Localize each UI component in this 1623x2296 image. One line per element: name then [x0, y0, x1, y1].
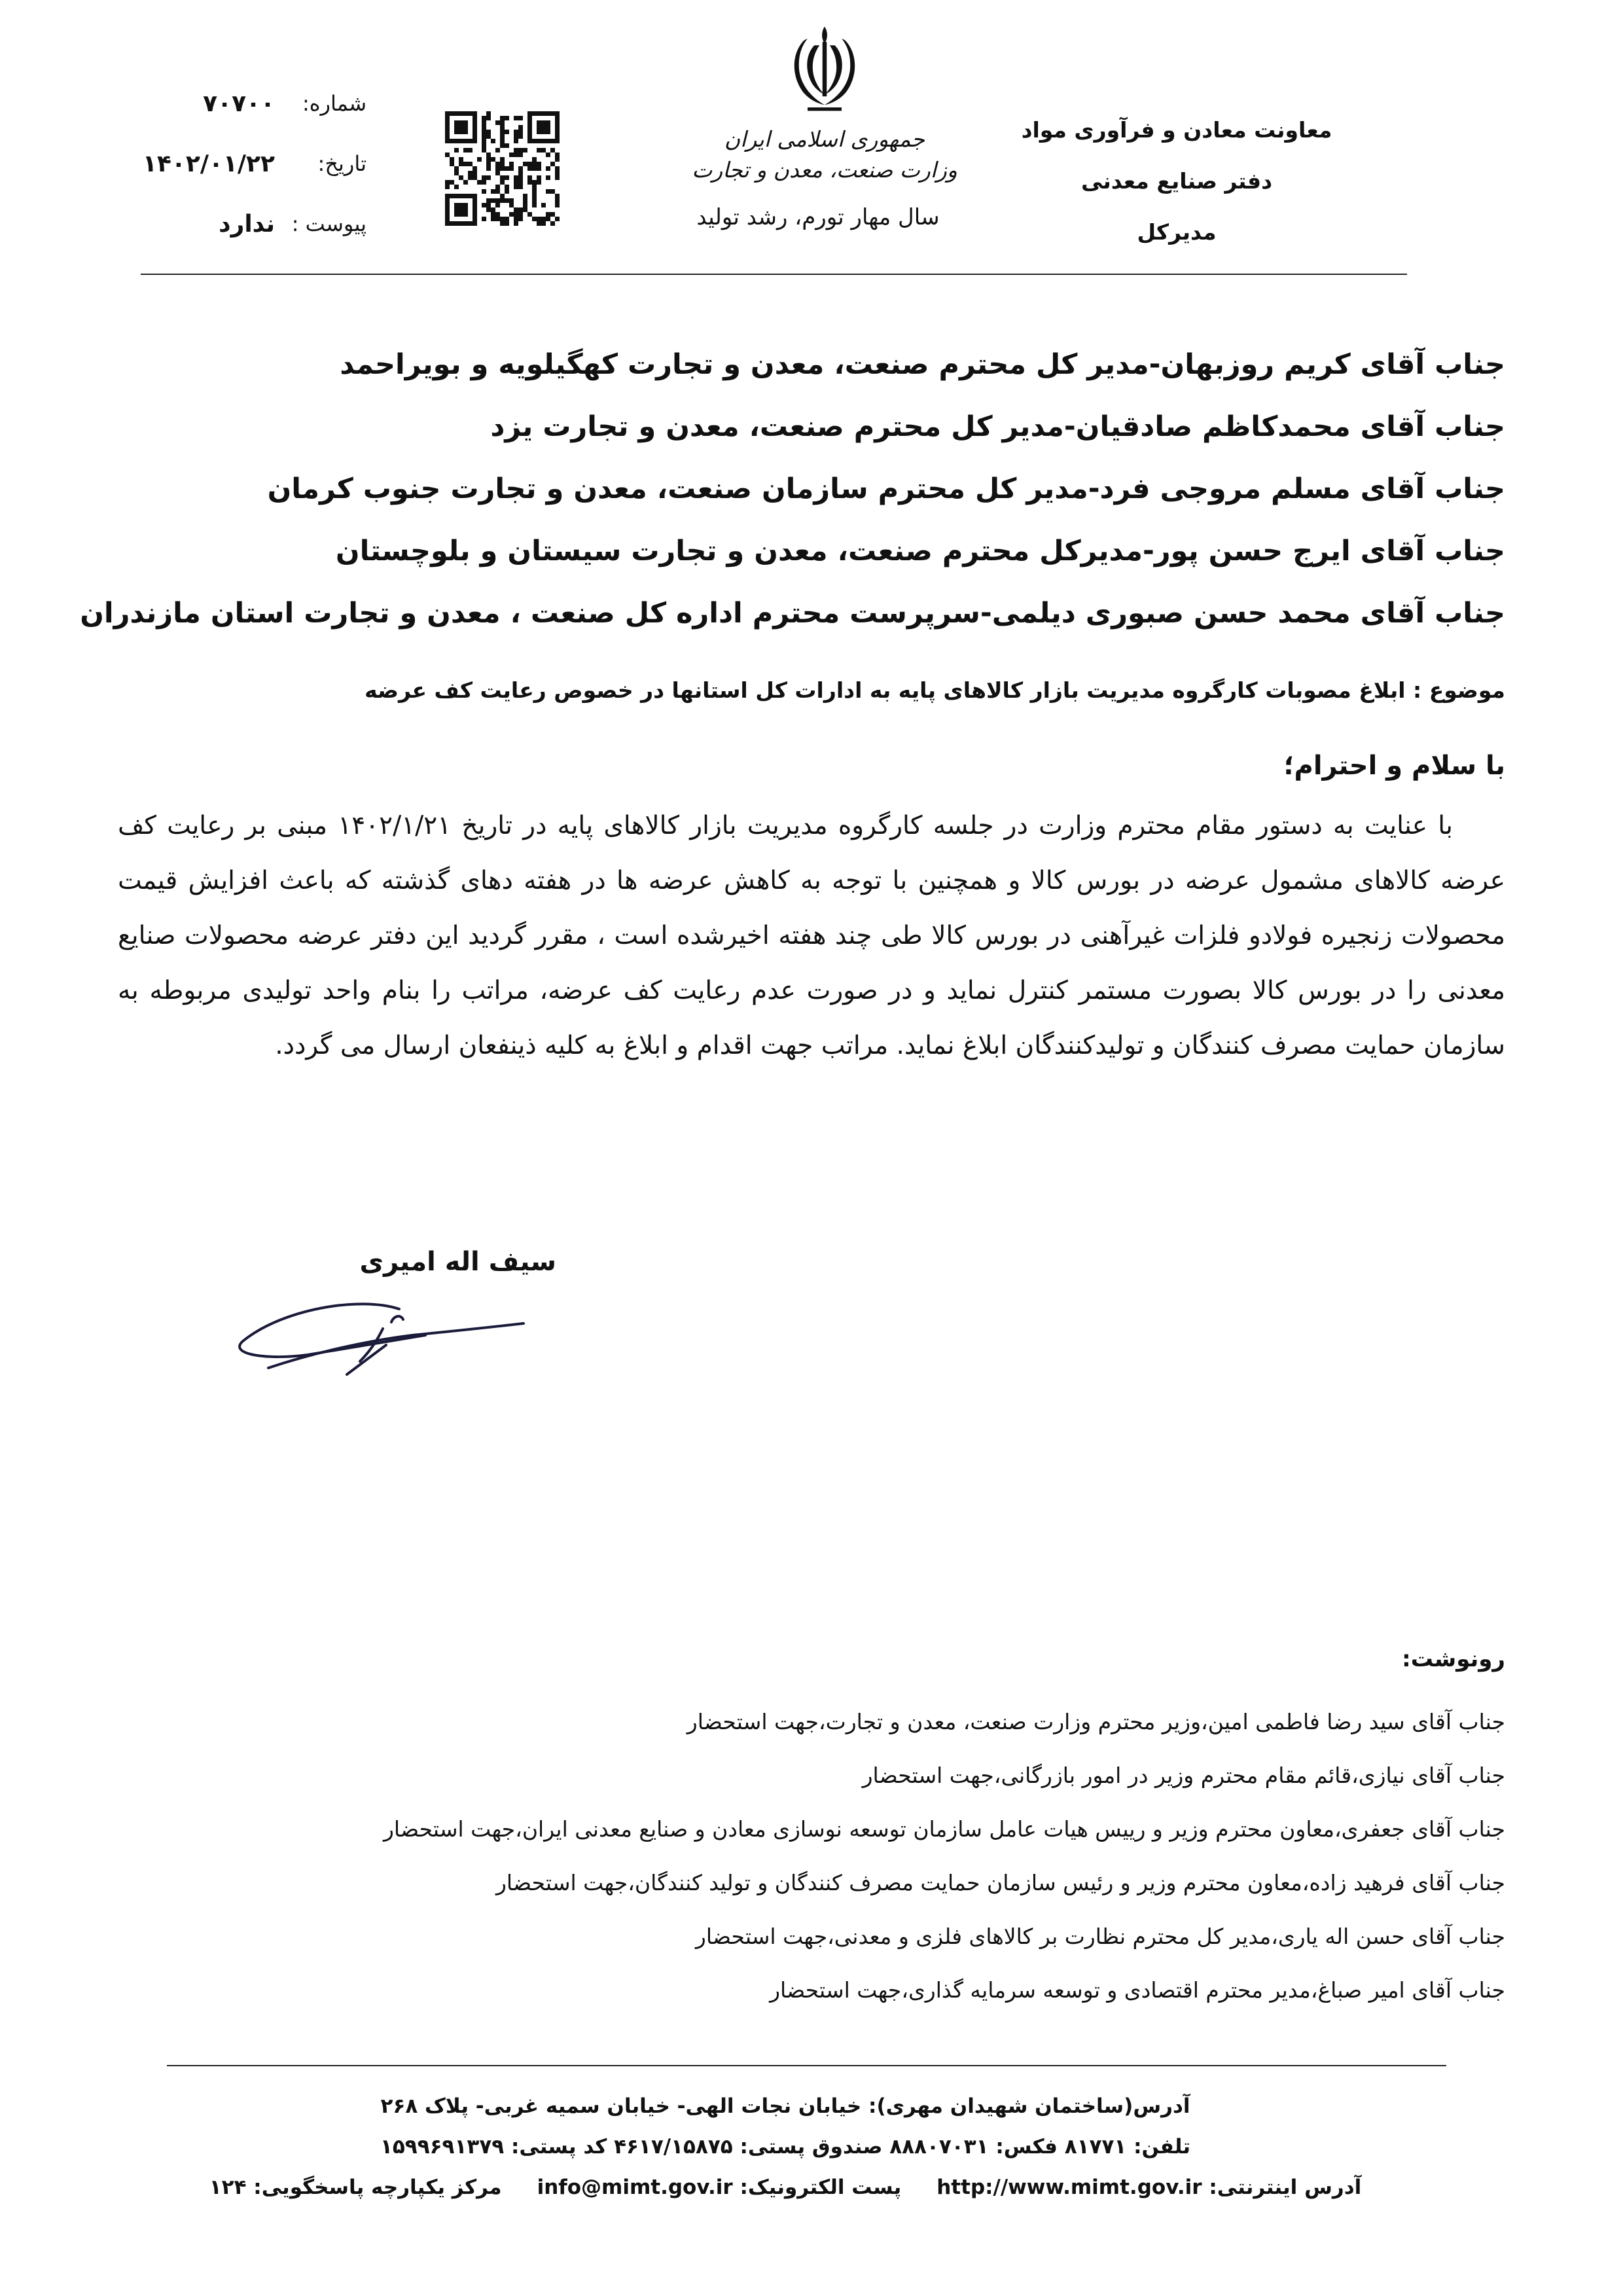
attachment-value: ندارد [219, 210, 275, 238]
dept-line-2: دفتر صنایع معدنی [1080, 168, 1273, 194]
number-value: ۷۰۷۰۰ [203, 90, 275, 117]
dept-line-3: مدیرکل [1137, 219, 1217, 245]
web-label: آدرس اینترنتی: [1209, 2176, 1362, 2199]
body-paragraph: با عنایت به دستور مقام محترم وزارت در جلسه کارگروه مدیریت بازار کالاهای پایه در تاریخ ۱۴۰۲/۱/۲۱ مبنی بر رعایت کف عرضه کالاهای مشمول عرضه در بورس کالا و همچنین با توجه به کاهش عرضه ها در هفته دهای گذشته که باعث افزایش قیمت محصولات زنجیره فولادو فلزات غیرآهنی در بورس کالا طی چند هفته اخیرشده است ، مقرر گردید این دفتر عرضه محصولات صنایع معدنی را در بورس کالا بصورت مستمر کنترل نماید و در صورت عدم رعایت کف عرضه، مراتب را بنام واحد تولیدی مربوطه به سازمان حمایت مصرف کنندگان و تولیدکنندگان ابلاغ نماید. مراتب جهت اقدام و ابلاغ به کلیه ذینفعان ارسال می گردد. [118, 811, 1505, 1060]
number-row [131, 73, 366, 134]
header-divider [141, 274, 1407, 275]
signer-name: سیف اله امیری [359, 1247, 556, 1277]
footer-contact-line [196, 2176, 1374, 2199]
attachment-row [131, 194, 366, 254]
cc-list [118, 1695, 1505, 2017]
date-value: ۱۴۰۲/۰۱/۲۲ [142, 150, 275, 177]
recipient-line: جناب آقای محمدکاظم صادقیان-مدیر کل محترم صنعت، معدن و تجارت یزد [490, 410, 1505, 443]
footer-divider [167, 2065, 1446, 2066]
attachment-label: پیوست : [291, 211, 366, 236]
emblem-icon [782, 20, 867, 118]
letter-meta [131, 73, 366, 254]
date-row [131, 134, 366, 194]
recipient-line: جناب آقای مسلم مروجی فرد-مدیر کل محترم سازمان صنعت، معدن و تجارت جنوب کرمان [267, 473, 1505, 505]
cc-item: جناب آقای سید رضا فاطمی امین،وزیر محترم وزارت صنعت، معدن و تجارت،جهت استحضار [687, 1709, 1505, 1734]
footer-address: آدرس(ساختمان شهیدان مهری): خیابان نجات الهی- خیابان سمیه غربی- پلاک ۲۶۸ [380, 2094, 1190, 2118]
recipient-line: جناب آقای کریم روزبهان-مدیر کل محترم صنعت، معدن و تجارت کهگیلویه و بویراحمد [340, 348, 1505, 381]
qr-code-icon [445, 111, 560, 226]
footer-phone-line: تلفن: ۸۱۷۷۱ فکس: ۸۸۸۰۷۰۳۱ صندوق پستی: ۴۶۱۷/۱۵۸۷۵ کد پستی: ۱۵۹۹۶۹۱۳۷۹ [380, 2135, 1191, 2159]
date-label: تاریخ: [317, 151, 366, 176]
cc-item: جناب آقای نیازی،قائم مقام محترم وزیر در امور بازرگانی،جهت استحضار [862, 1763, 1505, 1788]
letter-subject: موضوع : ابلاغ مصوبات کارگروه مدیریت بازار کالاهای پایه به ادارات کل استانها در خصوص رعایت کف عرضه [365, 677, 1505, 703]
recipient-line: جناب آقای ایرج حسن پور-مدیرکل محترم صنعت، معدن و تجارت سیستان و بلوچستان [335, 535, 1505, 567]
dept-line-1: معاونت معادن و فرآوری مواد [1021, 117, 1332, 143]
department-block [948, 105, 1406, 258]
recipient-line: جناب آقای محمد حسن صبوری دیلمی-سرپرست محترم اداره کل صنعت ، معدن و تجارت استان مازندران [80, 597, 1505, 630]
email-label: پست الکترونیک: [740, 2176, 902, 2199]
cc-item: جناب آقای حسن اله یاری،مدیر کل محترم نظارت بر کالاهای فلزی و معدنی،جهت استحضار [695, 1924, 1505, 1949]
year-slogan: سال مهار تورم، رشد تولید [696, 204, 940, 230]
signature-icon [229, 1283, 543, 1414]
ministry-emblem [687, 20, 962, 186]
callcenter: مرکز یکپارچه پاسخگویی: ۱۲۴ [209, 2176, 502, 2199]
recipients-list [80, 334, 1505, 645]
qr-code [445, 111, 560, 226]
cc-item: جناب آقای امیر صباغ،مدیر محترم اقتصادی و توسعه سرمایه گذاری،جهت استحضار [770, 1977, 1505, 2003]
emblem-ministry-name: وزارت صنعت، معدن و تجارت [692, 157, 957, 183]
number-label: شماره: [302, 91, 366, 116]
letter-body [118, 798, 1505, 1073]
cc-item: جناب آقای فرهید زاده،معاون محترم وزیر و رئیس سازمان حمایت مصرف کنندگان و تولید کنندگان،جهت استحضار [496, 1870, 1505, 1895]
email-link[interactable]: info@mimt.gov.ir [537, 2176, 733, 2199]
emblem-country-name: جمهوری اسلامی ایران [724, 126, 925, 152]
greeting: با سلام و احترام؛ [1283, 751, 1505, 781]
web-link[interactable]: http://www.mimt.gov.ir [936, 2176, 1202, 2199]
cc-item: جناب آقای جعفری،معاون محترم وزیر و رییس هیات عامل سازمان توسعه نوسازی معادن و صنایع معدنی ایران،جهت استحضار [383, 1816, 1505, 1842]
cc-title: رونوشت: [1402, 1646, 1505, 1672]
